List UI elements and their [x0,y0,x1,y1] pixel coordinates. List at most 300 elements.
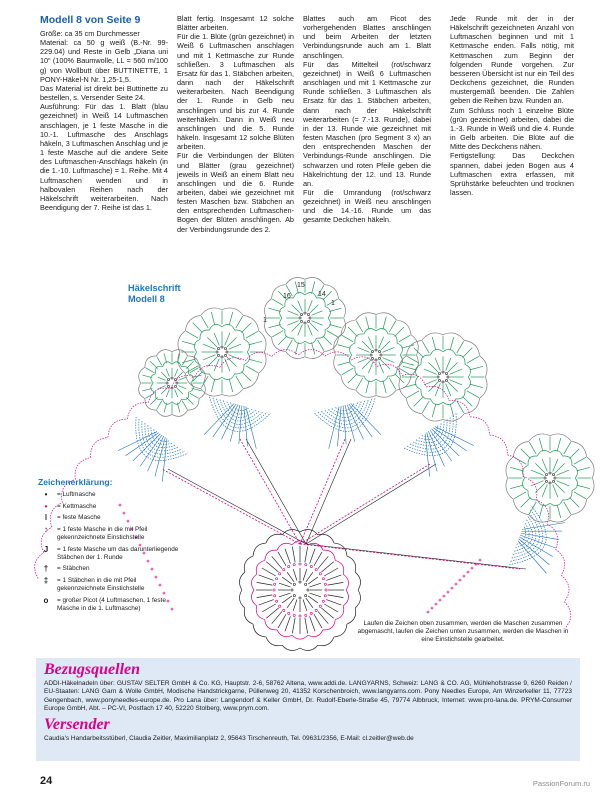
center-stitch-outer [278,614,286,628]
flower-inner-stitch [310,305,318,313]
flower-outer-stitch [150,361,157,368]
center-chain-ring [288,565,290,567]
flower-outer-stitch [564,442,571,454]
flower-inner-stitch [203,344,216,349]
center-ring [305,595,307,597]
flower-outer-stitch [177,403,180,413]
flower-inner-stitch [158,377,166,380]
flower-outer-stitch [211,312,215,325]
flower-outer-stitch [457,401,464,413]
connector-line [162,469,300,544]
flower-inner-stitch [553,459,558,472]
center-stitch [287,598,294,608]
flower-outer-stitch [327,331,338,337]
flower-outer-stitch [236,376,243,388]
center-chain-ring [319,605,321,607]
legend-item: J = 1 feste Masche um das darunterliegende Stäbchen der 1. Runde [38,546,180,562]
flower-outer-stitch [338,345,351,348]
center-stitch [306,572,313,582]
sender-title: Versender [44,716,110,734]
single-crochet-icon: ǀ [44,513,48,523]
flower-center-ring [378,350,380,352]
flower-outer-stitch [236,316,243,328]
border-chain-dot [431,607,433,609]
border-chain-dot [439,599,441,601]
flower-outer-stitch [186,361,193,368]
flower-outer-stitch [142,388,152,391]
flower-inner-stitch [292,305,300,313]
flower-inner-stitch [368,337,373,349]
flower-center-ring [224,354,226,356]
flower-inner-stitch [214,333,219,346]
flower-inner-stitch [424,380,437,385]
center-chain-ring [322,600,324,602]
flower-outer-stitch [356,378,363,389]
flower-outer-stitch [389,378,396,389]
flower-inner-stitch [531,481,544,486]
flower-inner-stitch [379,337,384,349]
flower-outer-stitch [366,381,369,394]
flower-inner-stitch [358,358,370,363]
flower-outer-stitch [574,492,586,499]
flower-center-ring [304,322,306,324]
flower-outer-stitch [348,374,357,383]
border-chain-dot [467,571,469,573]
flower-inner-stitch [449,380,462,385]
flower-outer-stitch [150,397,157,404]
center-stitch-outer [272,556,282,568]
center-chain-ring [310,565,312,567]
flower-outer-stitch [529,502,536,514]
border-chain-dot [451,587,453,589]
flower-center-ring [552,473,554,475]
flower-center-ring [437,376,439,378]
flower-center-ring [445,379,447,381]
flower-inner-stitch [435,358,440,371]
flower-outer-stitch [574,457,586,464]
flower-center-ring [371,350,373,352]
center-stitch-outer [266,562,278,572]
flower-inner-stitch [308,324,313,335]
flower-inner-stitch [175,389,178,397]
picot-icon: o [43,595,49,605]
leaf-stitch [351,398,381,440]
center-stitch [310,583,321,587]
flower-outer-stitch [570,449,580,459]
flower-inner-stitch [177,388,183,394]
paragraph: Fertigstellung: Das Deckchen spannen, dabei jeden Bogen aus 4 Luftmaschen extra erfassen, mit Sprühstärke befeuchten und trocknen lassen. [450,151,574,197]
article-heading: Modell 8 von Seite 9 [40,14,141,26]
center-stitch [279,593,290,597]
flower-outer-stitch [318,340,324,351]
legend-item: ‡ = 1 Stäbchen in die mit Pfeil gekennzeichnete Einstichstelle [38,577,180,593]
legend-item: ↑ = 1 feste Masche in die mit Pfeil gekennzeichnete Einstichstelle [38,526,180,542]
flower-inner-stitch [225,333,230,346]
center-stitch [310,593,321,597]
border-chain-dot [459,579,461,581]
flower-outer-stitch [272,331,283,337]
border-chain-dot [443,595,445,597]
flower-outer-stitch [407,391,419,398]
flower-outer-stitch [295,342,298,354]
flower-outer-stitch [272,299,283,305]
flower-inner-stitch [362,360,371,369]
flower-center-ring [300,313,302,315]
flower-center-ring [307,313,309,315]
flower-inner-stitch [424,369,437,374]
center-chain-ring [275,600,277,602]
flower-center-ring [438,372,440,374]
border-chain-dot [475,563,477,565]
center-stitch-outer [310,549,315,564]
flower-center-ring [300,320,302,322]
flower-outer-stitch [383,381,386,394]
flower-center-ring [166,382,168,384]
center-chain-ring [273,589,275,591]
symbol-legend [38,479,180,616]
center-stitch-outer [285,549,290,564]
flower-center-ring [552,480,554,482]
flower-center-ring [544,477,546,479]
flower-outer-stitch [539,505,543,518]
flower-inner-stitch [381,341,390,350]
center-ring [293,595,295,597]
paragraph: Blatt fertig. Insgesamt 12 solche Blätter arbeiten. [177,14,294,33]
row-number-label: 16 [283,293,291,300]
flower-outer-stitch [246,331,258,338]
border-chain-dot [435,603,437,605]
paragraph: Material: ca 50 g weiß (B.-Nr. 99-229.04) und Reste in Gelb „Diana uni 10“ (100% Baumwolle, LL = 560 m/100 g) von Wollbutt über BUTTINETTE, 1 PONY-Häkel-N Nr. 1,25-1,5. [40,38,168,84]
center-chain-ring [283,569,285,571]
flower-center-ring [309,317,311,319]
pattern-title-line: Modell 8 [128,294,165,304]
center-stitch [282,596,292,603]
center-ring [305,583,307,585]
flower-outer-stitch [399,335,410,342]
leaf-stitch [145,438,184,481]
center-stitch-outer [324,604,338,612]
flower-inner-stitch [228,355,241,360]
flower-center-ring [226,351,228,353]
legend-item: o = großer Picot (4 Luftmaschen, 1 feste Masche in die 1. Luftmasche) [38,597,180,613]
watermark: PassionForum.ru [532,779,590,788]
flower-outer-stitch [201,316,208,328]
center-stitch-outer [292,547,295,563]
center-stitch [293,600,297,611]
row-number-label: 14 [318,291,326,298]
center-chain-ring [283,609,285,611]
flower-center-ring [217,354,219,356]
center-chain-ring [305,614,307,616]
flower-inner-stitch [556,470,569,475]
flower-outer-stitch [145,368,154,373]
flower-inner-stitch [310,323,318,331]
flower-center-ring [307,320,309,322]
flower-outer-stitch [557,505,561,518]
leaf-stitch [133,430,161,465]
flower-inner-stitch [362,341,371,350]
sender-text: Caudia's Handarbeitsstüberl, Claudia Zeitler, Maximilianplatz 2, 95643 Tirschenreuth, Tel. 09631/2356, E-Mail: cl.zeitler@web.de [44,735,414,743]
flower-outer-stitch [403,366,416,370]
pattern-title [128,283,181,305]
flower-outer-stitch [467,356,479,363]
flower-outer-stitch [186,331,198,338]
flower-outer-stitch [570,498,580,508]
legend-item: † = Stäbchen [38,565,180,573]
flower-center-ring [167,378,169,380]
sources-text: ADDI-Häkelnadeln über: GUSTAV SELTER GmbH & Co. KG, Hauptstr. 2-6, 58762 Altena, www.addi.de. LANGYARNS, Schweiz: LANG & CO. AG, Mühlehofstrasse 9, 6260 Reiden / EU-Staaten: LANG Garn & Wolle GmbH, Modische Handstrickgarne, Püllenweg 20, 41352 Korschenbroich, www.langyarns.com. Pony Needles Europe, Am Winzerkeller 11, 77723 Gengenbach, www.ponyneedles-europe.de. Pro Lana über: Langendorf & Keller GmbH, Dr. Rudolf-Eberle-Straße 45, 79774 Albbruck, Internet: www.pro-lana.de. PRYM-Consumer Europe GmbH, Abt. – PC-VI, Postfach 17 40, 52220 Stolberg, www.prym.com. [44,680,572,712]
slip-stitch-icon: • [44,501,48,511]
leaf-stitch [408,433,447,476]
flower-inner-stitch [161,372,167,378]
page-number: 24 [40,775,53,787]
sources-box [36,658,580,761]
center-chain-ring [279,605,281,607]
center-stitch [308,577,318,584]
flower-center-ring [176,382,178,384]
flower-outer-stitch [577,485,590,489]
center-chain-ring [293,614,295,616]
flower-inner-stitch [435,383,440,396]
flower-inner-stitch [448,382,458,392]
flower-outer-stitch [190,393,199,398]
chain-stitch-icon: • [44,489,48,499]
flower-inner-stitch [288,311,299,316]
flower-inner-stitch [542,459,547,472]
flower-inner-stitch [555,463,565,473]
border-chain-dot [447,591,449,593]
flower-inner-stitch [308,301,313,312]
flower-outer-stitch [242,372,252,382]
flower-inner-stitch [228,344,241,349]
flower-outer-stitch [249,359,262,363]
flower-outer-stitch [463,397,473,407]
flower-center-ring [378,357,380,359]
center-ring [307,589,309,591]
flower-outer-stitch [463,348,473,358]
paragraph: Das Material ist direkt bei Buttinette zu bestellen, s. Versender Seite 24. [40,83,168,103]
center-stitch-outer [257,582,273,585]
flower-outer-stitch [450,337,454,350]
flower-outer-stitch [521,449,531,459]
center-chain-ring [288,612,290,614]
row-number-label: 1 [331,300,335,307]
paragraph: Für die 1. Blüte (grün gezeichnet) in Weiß 6 Luftmaschen anschlagen und mit 1 Kettmasche zur Runde schließen. 3 Luftmaschen als Ersatz für das 1. Stäbchen arbeiten, dann nach der Häkelschrift weiterarbeiten. Nach Beendigung der 1. Runde in Gelb neu anschlingen und bis zur 4. Runde weiterhäkeln. Dann in Weiß neu anschlingen und die 5. Runde häkeln. Insgesamt 12 solche Blüten arbeiten. [177,32,294,152]
center-stitch-outer [321,608,333,618]
border-chain-dot [455,583,457,585]
center-stitch-outer [259,600,274,605]
center-stitch [306,598,313,608]
flower-outer-stitch [356,321,363,332]
center-ring [299,581,301,583]
center-chain-ring [319,573,321,575]
flower-inner-stitch [214,358,219,371]
flower-inner-stitch [555,483,565,493]
flower-outer-stitch [450,404,454,417]
center-stitch-outer [314,552,322,566]
flower-center-ring [224,347,226,349]
flower-outer-stitch [422,341,429,353]
flower-outer-stitch [470,384,483,388]
center-chain-ring [324,583,326,585]
center-stitch [282,577,292,584]
single-crochet-arrow-icon: ↑ [44,525,48,535]
flower-inner-stitch [175,369,178,377]
flower-center-ring [304,312,306,314]
flower-outer-stitch [514,492,526,499]
center-stitch-outer [310,616,315,631]
flower-outer-stitch [510,485,523,489]
flower-outer-stitch [229,379,233,392]
flower-center-ring [545,480,547,482]
center-chain-ring [274,583,276,585]
center-chain-ring [315,569,317,571]
flower-inner-stitch [311,311,322,316]
flower-outer-stitch [286,340,292,351]
flower-center-ring [299,317,301,319]
border-chain-dot [479,559,481,561]
flower-outer-stitch [422,401,429,413]
center-stitch-outer [324,568,338,576]
flower-inner-stitch [358,347,370,352]
center-stitch [303,600,307,611]
flower-inner-stitch [207,337,217,347]
flower-outer-stitch [342,335,353,342]
center-chain-ring [322,578,324,580]
paragraph: Ausführung: Für das 1. Blatt (blau gezeichnet) in Weiß 14 Luftmaschen anschlagen, je 1 feste Masche in die 10.-1. Luftmasche des Anschlags häkeln, 3 Luftmaschen Anschlag und je 1 feste Masche auf die andere Seite des Luftmaschen-Anschlags häkeln (in die 1.-10. Luftmasche) = 1. Reihe. Mit 4 Luftmaschen wenden und in halbovalen Reihen nach der Häkelschrift weiterarbeiten. Nach Beendigung der 7. Reihe ist das 1. [40,102,168,212]
paragraph: Größe: ca 35 cm Durchmesser [40,29,140,38]
flower-outer-stitch [246,366,258,373]
flower-inner-stitch [161,388,167,394]
flower-outer-stitch [432,337,436,350]
flower-outer-stitch [342,368,353,375]
connector-line [300,439,345,544]
flower-outer-stitch [323,336,332,345]
flower-outer-stitch [211,379,215,392]
flower-center-ring [442,381,444,383]
flower-inner-stitch [428,362,438,372]
center-stitch-outer [328,582,344,585]
flower-center-ring [445,372,447,374]
flower-inner-stitch [288,321,299,326]
center-stitch-outer [257,595,273,598]
border-chain-dot [471,567,473,569]
leaf-stitch [204,398,234,440]
flower-outer-stitch [402,345,415,348]
flower-inner-stitch [448,362,458,372]
flower-outer-stitch [186,397,193,404]
flower-outer-stitch [399,368,410,375]
flower-inner-stitch [535,483,545,493]
flower-outer-stitch [557,438,561,451]
flower-inner-stitch [382,358,394,363]
center-stitch-outer [318,556,328,568]
center-stitch-outer [278,552,286,566]
center-chain-ring [324,595,326,597]
flower-outer-stitch [312,281,315,293]
center-stitch-outer [272,611,282,623]
flower-center-ring [447,376,449,378]
center-stitch [293,569,297,580]
flower-outer-stitch [348,327,357,336]
flower-inner-stitch [311,321,322,326]
center-stitch-outer [305,618,308,634]
flower-outer-stitch [182,341,195,345]
flower-inner-stitch [556,481,569,486]
flower-inner-stitch [292,323,300,331]
center-stitch-outer [318,611,328,623]
leaf-motif [404,412,478,479]
border-chain-dot [463,575,465,577]
flower-center-ring [221,346,223,348]
center-stitch-outer [326,600,341,605]
flower-outer-stitch [457,341,464,353]
flower-outer-stitch [510,467,523,471]
flower-center-ring [171,377,173,379]
flower-outer-stitch [521,498,531,508]
center-stitch [287,572,294,582]
legend-item: ǀ = feste Masche [38,514,180,522]
border-chain-dot [427,611,429,613]
center-stitch-outer [314,614,322,628]
flower-outer-stitch [268,325,280,328]
flower-outer-stitch [403,384,416,388]
paragraph: Blattes auch am Picot des vorhergehenden Blattes anschlingen und beim Arbeiten der letzten Verbindungsrunde auch am 1. Blatt anschlingen. [303,14,431,60]
flower-outer-stitch [577,467,590,471]
center-stitch-outer [292,618,295,634]
center-chain-ring [274,595,276,597]
flower-outer-stitch [467,391,479,398]
flower-center-ring [167,385,169,387]
paragraph: Zum Schluss noch 1 einzelne Blüte (grün gezeichnet) arbeiten, dabei die 1.-3. Runde in Weiß und die 4. Runde in Gelb arbeiten. Die Blüte auf die Mitte des Deckchens nähen. [450,105,574,152]
flower-outer-stitch [268,308,280,311]
leaf-stitch [520,535,556,548]
flower-inner-stitch [379,361,384,373]
paragraph: Für das Mittelteil (rot/schwarz gezeichnet) in Weiß 6 Luftmaschen anschlagen und mit 1 Kettmasche zur Runde schließen. 3 Luftmaschen als Ersatz für das 1. Stäbchen arbeiten, dann nach der Häkelschrift weiterarbeiten (= 7.-13. Runde), dabei in der 13. Runde wie gezeichnet mit festen Maschen (pro Segment 3 x) an den entsprechenden Maschen der Verbindungs-Runde anschlingen. Die schwarzen und roten Pfeile geben die Häkelrichtung der 12. und 13. Runde an. [303,59,431,188]
connector-line [240,439,300,544]
flower-outer-stitch [157,401,162,410]
flower-inner-stitch [227,357,237,367]
center-stitch [279,583,290,587]
single-crochet-around-icon: J [43,544,49,554]
center-stitch [303,569,307,580]
leaf-stitch [432,425,460,460]
center-chain-ring [279,573,281,575]
flower-center-ring [217,347,219,349]
flower-center-ring [549,482,551,484]
flower-outer-stitch [182,356,187,365]
flower-outer-stitch [395,327,404,336]
flower-inner-stitch [227,337,237,347]
connector-line [168,469,306,544]
center-stitch-outer [262,568,276,576]
flower-outer-stitch [402,362,415,365]
center-chain-ring [315,609,317,611]
flower-center-ring [375,349,377,351]
flower-outer-stitch [142,375,152,378]
flower-outer-stitch [182,401,187,410]
paragraph: Jede Runde mit der in der Häkelschrift gezeichneten Anzahl von Luftmaschen beginnen und mit 1 Kettmasche enden. Falls nötig, mit Kettmaschen zum Beginn der folgenden Runde vorgehen. Zur besseren Übersicht ist nur ein Teil des Deckchens gezeichnet, die Runden mustergemäß beenden. Die Zahlen geben die Reihen bzw. Runden an. [450,14,574,106]
center-ring [291,589,293,591]
flower-outer-stitch [312,342,315,354]
flower-outer-stitch [278,336,287,345]
flower-inner-stitch [225,358,230,371]
flower-center-ring [371,357,373,359]
center-stitch-outer [266,608,278,618]
legend-item: • = Luftmasche [38,491,180,499]
row-number-label: 15 [297,282,305,289]
flower-outer-stitch [564,502,571,514]
